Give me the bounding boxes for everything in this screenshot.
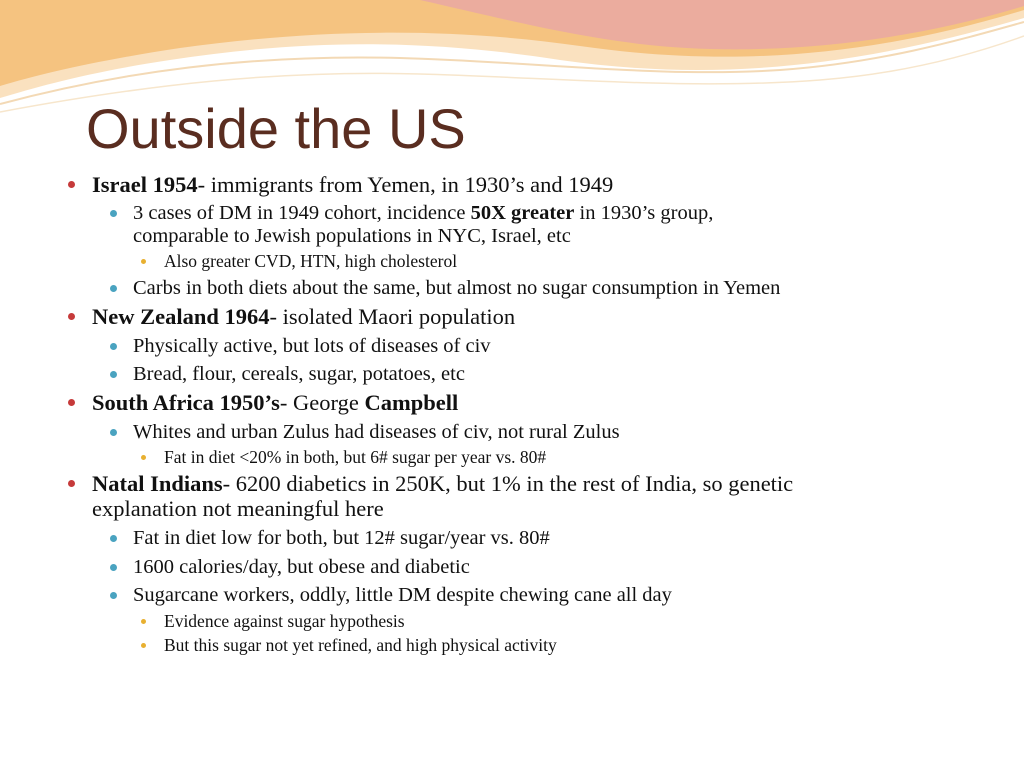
bullet-text: Fat in diet low for both, but 12# sugar/year vs. 80#	[133, 527, 550, 549]
bullet-dot	[110, 564, 117, 571]
bullet-text: 3 cases of DM in 1949 cohort, incidence	[133, 202, 471, 224]
bullet-text: Physically active, but lots of diseases of civ	[133, 334, 491, 357]
bullet-dot	[110, 343, 117, 350]
bullet-dot	[110, 371, 117, 378]
sub-sub-bullet-fat	[66, 447, 1016, 467]
bullet-dot	[141, 619, 146, 624]
bullet-text-continued: explanation not meaningful here	[92, 496, 384, 521]
bullet-text: - immigrants from Yemen, in 1930’s and 1949	[197, 172, 614, 197]
bullet-natal-indians	[66, 471, 1016, 521]
bullet-south-africa	[66, 390, 1016, 415]
bullet-heading: Natal Indians	[92, 471, 223, 496]
bullet-heading: South Africa 1950’s	[92, 389, 280, 415]
bullet-dot	[141, 455, 146, 460]
bullet-dot	[68, 399, 75, 406]
bullet-text: Whites and urban Zulus had diseases of civ, not rural Zulus	[133, 420, 620, 443]
slide-title: Outside the US	[86, 97, 466, 160]
bullet-text-continued: comparable to Jewish populations in NYC, Israel, etc	[133, 224, 571, 247]
bullet-israel	[66, 172, 1016, 197]
bullet-text: Also greater CVD, HTN, high cholesterol	[164, 251, 458, 271]
bullet-dot	[68, 313, 75, 320]
bullet-list	[66, 172, 1016, 655]
bullet-text: - George	[279, 389, 365, 415]
bullet-emphasis: Campbell	[364, 389, 459, 415]
bullet-dot	[141, 259, 146, 264]
sub-sub-bullet-cvd	[66, 251, 1016, 271]
sub-bullet-zulus	[66, 421, 1016, 444]
sub-bullet-fat-low	[66, 527, 1016, 550]
bullet-text: Evidence against sugar hypothesis	[164, 610, 405, 631]
sub-bullet-active	[66, 335, 1016, 358]
bullet-text: Bread, flour, cereals, sugar, potatoes, etc	[133, 363, 465, 385]
sub-sub-bullet-not-refined	[66, 635, 1016, 655]
bullet-text: - 6200 diabetics in 250K, but 1% in the rest of India, so genetic	[222, 471, 794, 496]
bullet-dot	[110, 535, 117, 542]
bullet-text: But this sugar not yet refined, and high physical activity	[164, 634, 557, 655]
bullet-new-zealand	[66, 304, 1016, 329]
bullet-text: Carbs in both diets about the same, but almost no sugar consumption in Yemen	[133, 277, 781, 299]
sub-bullet-calories	[66, 556, 1016, 579]
bullet-text: Fat in diet <20% in both, but 6# sugar per year vs. 80#	[164, 447, 547, 467]
sub-bullet-bread	[66, 363, 1016, 386]
bullet-dot	[110, 210, 117, 217]
bullet-text: - isolated Maori population	[269, 303, 516, 329]
bullet-text: Sugarcane workers, oddly, little DM despite chewing cane all day	[133, 584, 672, 606]
bullet-heading: Israel 1954	[92, 172, 198, 197]
bullet-dot	[141, 643, 146, 648]
bullet-dot	[110, 285, 117, 292]
bullet-text: in 1930’s group,	[574, 202, 714, 224]
bullet-dot	[68, 181, 75, 188]
bullet-dot	[110, 429, 117, 436]
sub-bullet-sugarcane	[66, 584, 1016, 607]
bullet-text: 1600 calories/day, but obese and diabetic	[133, 555, 470, 578]
sub-bullet-carbs	[66, 277, 1016, 300]
sub-bullet-israel-cases	[66, 202, 1016, 247]
bullet-heading: New Zealand 1964	[92, 303, 270, 329]
sub-sub-bullet-evidence	[66, 611, 1016, 631]
bullet-dot	[110, 592, 117, 599]
bullet-emphasis: 50X greater	[470, 202, 575, 224]
bullet-dot	[68, 480, 75, 487]
